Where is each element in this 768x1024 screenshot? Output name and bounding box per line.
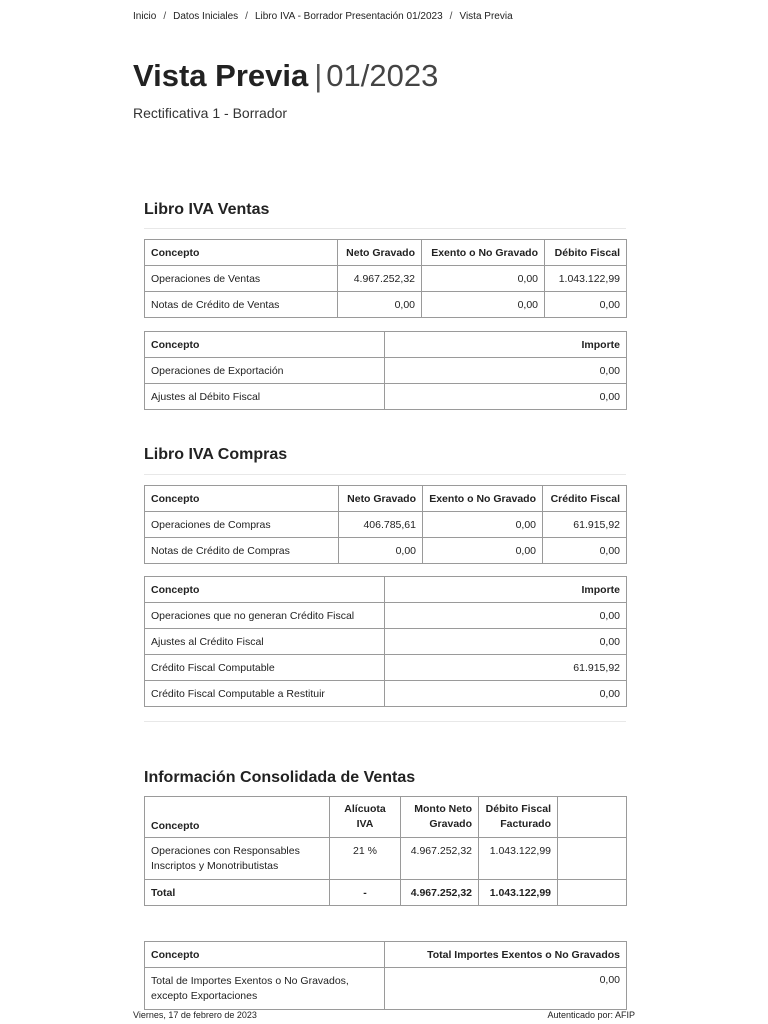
breadcrumb	[133, 11, 513, 22]
page-title	[133, 58, 438, 94]
table-cell: 61.915,92	[385, 655, 627, 681]
compras-importe-table	[144, 576, 627, 707]
compras-table	[144, 485, 627, 564]
table-row	[145, 384, 627, 410]
table-header-row	[145, 332, 627, 358]
col-header: Concepto	[145, 577, 385, 603]
col-header: Exento o No Gravado	[422, 240, 545, 266]
col-header: Crédito Fiscal	[543, 486, 627, 512]
table-cell: 0,00	[385, 629, 627, 655]
section-title-ventas: Libro IVA Ventas	[144, 201, 270, 218]
table-cell: 0,00	[385, 358, 627, 384]
breadcrumb-separator: /	[245, 11, 248, 22]
section-title-consolidada: Información Consolidada de Ventas	[144, 769, 416, 786]
table-cell: 4.967.252,32	[401, 880, 479, 906]
table-cell: Operaciones con Responsables Inscriptos y Monotributistas	[145, 838, 330, 880]
table-cell: 0,00	[385, 681, 627, 707]
table-cell: 4.967.252,32	[401, 838, 479, 880]
breadcrumb-datos-iniciales[interactable]: Datos Iniciales	[173, 11, 239, 22]
table-cell: 0,00	[422, 292, 545, 318]
consolidada-table	[144, 796, 627, 906]
table-row	[145, 358, 627, 384]
table-cell	[558, 838, 627, 880]
col-header: Débito Fiscal	[545, 240, 627, 266]
table-cell: 0,00	[385, 384, 627, 410]
table-cell: 0,00	[339, 538, 423, 564]
table-row	[145, 681, 627, 707]
col-header: Concepto	[145, 942, 385, 968]
col-header: Neto Gravado	[339, 486, 423, 512]
table-cell: Crédito Fiscal Computable	[145, 655, 385, 681]
table-cell: 0,00	[423, 538, 543, 564]
table-header-row	[145, 797, 627, 838]
table-cell: 4.967.252,32	[338, 266, 422, 292]
table-cell: 0,00	[422, 266, 545, 292]
table-cell: 0,00	[545, 292, 627, 318]
col-header: Monto Neto Gravado	[401, 797, 479, 838]
footer-date: Viernes, 17 de febrero de 2023	[133, 1010, 257, 1020]
section-divider	[144, 228, 626, 229]
col-header: Neto Gravado	[338, 240, 422, 266]
page-subtitle: Rectificativa 1 - Borrador	[133, 105, 288, 121]
table-cell: 1.043.122,99	[545, 266, 627, 292]
table-cell: 0,00	[385, 968, 627, 1010]
col-header: Concepto	[145, 486, 339, 512]
table-cell: Crédito Fiscal Computable a Restituir	[145, 681, 385, 707]
table-cell: 0,00	[543, 538, 627, 564]
table-cell: 21 %	[330, 838, 401, 880]
breadcrumb-current: Vista Previa	[459, 11, 513, 22]
col-header: Concepto	[145, 240, 338, 266]
table-cell: Ajustes al Crédito Fiscal	[145, 629, 385, 655]
title-separator: |	[314, 58, 323, 93]
breadcrumb-libro-iva[interactable]: Libro IVA - Borrador Presentación 01/2023	[254, 11, 443, 22]
table-row	[145, 629, 627, 655]
table-cell: Total de Importes Exentos o No Gravados, excepto Exportaciones	[145, 968, 385, 1010]
section-divider	[144, 474, 626, 475]
total-label: Total	[145, 880, 330, 906]
table-row	[145, 538, 627, 564]
section-title-compras: Libro IVA Compras	[144, 446, 288, 463]
table-cell: -	[330, 880, 401, 906]
table-cell: Operaciones de Ventas	[145, 266, 338, 292]
table-cell: 61.915,92	[543, 512, 627, 538]
table-header-row	[145, 240, 627, 266]
col-header: Concepto	[145, 797, 330, 838]
col-header: Concepto	[145, 332, 385, 358]
table-cell: Notas de Crédito de Ventas	[145, 292, 338, 318]
section-divider	[144, 721, 626, 722]
table-cell: 0,00	[423, 512, 543, 538]
table-cell	[558, 880, 627, 906]
table-cell: 0,00	[385, 603, 627, 629]
table-row	[145, 512, 627, 538]
breadcrumb-separator: /	[163, 11, 167, 22]
ventas-table	[144, 239, 627, 318]
table-cell: Operaciones que no generan Crédito Fiscal	[145, 603, 385, 629]
table-row	[145, 266, 627, 292]
table-cell: Operaciones de Compras	[145, 512, 339, 538]
col-header: Exento o No Gravado	[423, 486, 543, 512]
ventas-importe-table	[144, 331, 627, 410]
footer-auth: Autenticado por: AFIP	[547, 1010, 635, 1020]
breadcrumb-separator: /	[449, 11, 453, 22]
table-row	[145, 603, 627, 629]
col-header: Total Importes Exentos o No Gravados	[385, 942, 627, 968]
table-row	[145, 838, 627, 880]
table-cell: Operaciones de Exportación	[145, 358, 385, 384]
table-header-row	[145, 486, 627, 512]
table-header-row	[145, 577, 627, 603]
table-cell: Ajustes al Débito Fiscal	[145, 384, 385, 410]
table-cell: 1.043.122,99	[479, 880, 558, 906]
exentos-table	[144, 941, 627, 1010]
col-header-empty	[558, 797, 627, 838]
table-cell: 1.043.122,99	[479, 838, 558, 880]
table-row	[145, 292, 627, 318]
page-title-main: Vista Previa	[133, 58, 309, 93]
col-header: Importe	[385, 332, 627, 358]
col-header: Importe	[385, 577, 627, 603]
table-row	[145, 968, 627, 1010]
table-total-row	[145, 880, 627, 906]
table-header-row	[145, 942, 627, 968]
table-row	[145, 655, 627, 681]
breadcrumb-inicio[interactable]: Inicio	[133, 11, 157, 22]
table-cell: Notas de Crédito de Compras	[145, 538, 339, 564]
table-cell: 406.785,61	[339, 512, 423, 538]
page-title-period: 01/2023	[326, 58, 439, 93]
col-header: Alícuota IVA	[330, 797, 401, 838]
table-cell: 0,00	[338, 292, 422, 318]
col-header: Débito Fiscal Facturado	[479, 797, 558, 838]
